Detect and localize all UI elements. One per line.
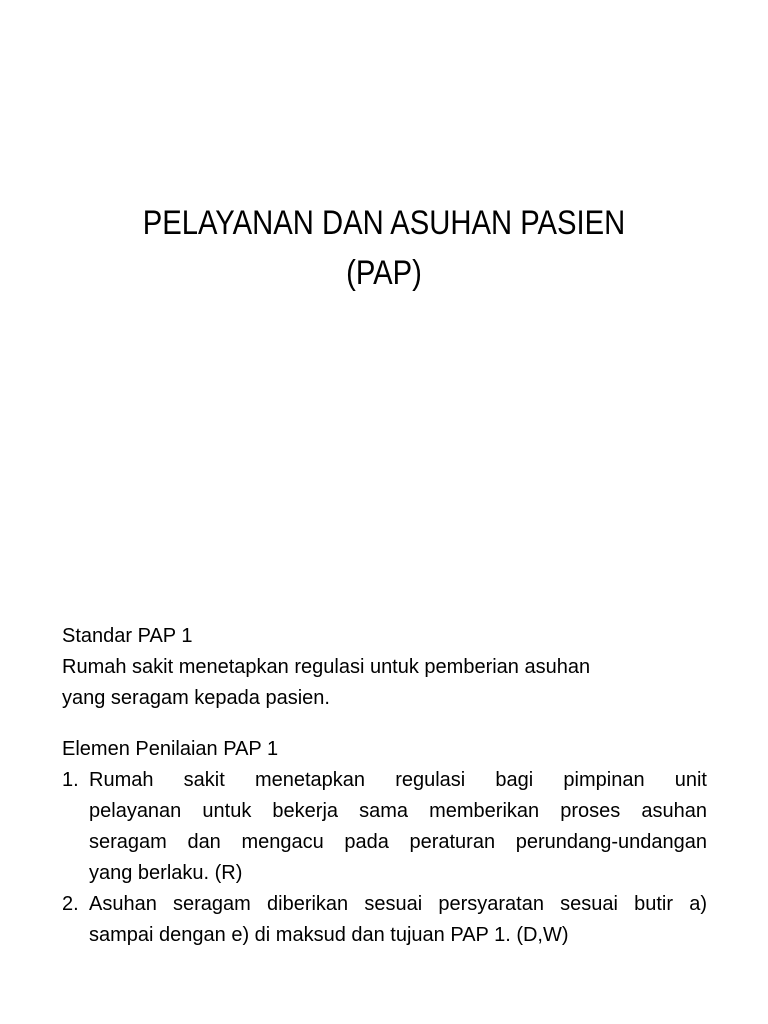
- list-item-line: Rumah sakit menetapkan regulasi bagi pimpinan unit: [89, 769, 707, 791]
- list-item-number: 1.: [62, 769, 79, 791]
- list-item-text: [89, 889, 707, 951]
- slide-body: [62, 621, 707, 951]
- title-line-1: PELAYANAN DAN ASUHAN PASIEN: [142, 204, 626, 242]
- assessment-list: [62, 765, 707, 951]
- list-item-line: seragam dan mengacu pada peraturan perundang-undangan: [89, 831, 707, 853]
- title-line-2: (PAP): [346, 254, 422, 292]
- section-gap: [62, 714, 707, 734]
- standard-text-line-1: Rumah sakit menetapkan regulasi untuk pemberian asuhan: [62, 656, 591, 678]
- list-item-text: [89, 765, 707, 889]
- list-item-line: sampai dengan e) di maksud dan tujuan PAP 1. (D,W): [89, 924, 569, 946]
- list-item: [62, 889, 707, 951]
- list-item-line: pelayanan untuk bekerja sama memberikan proses asuhan: [89, 800, 707, 822]
- assessment-heading: Elemen Penilaian PAP 1: [62, 738, 279, 760]
- list-item-line: Asuhan seragam diberikan sesuai persyaratan sesuai butir a): [89, 893, 707, 915]
- standard-text-line-2: yang seragam kepada pasien.: [62, 687, 330, 709]
- list-item: [62, 765, 707, 889]
- list-item-line: yang berlaku. (R): [89, 862, 243, 884]
- standard-heading: Standar PAP 1: [62, 625, 193, 647]
- slide-title: [105, 198, 662, 298]
- list-item-number: 2.: [62, 893, 79, 915]
